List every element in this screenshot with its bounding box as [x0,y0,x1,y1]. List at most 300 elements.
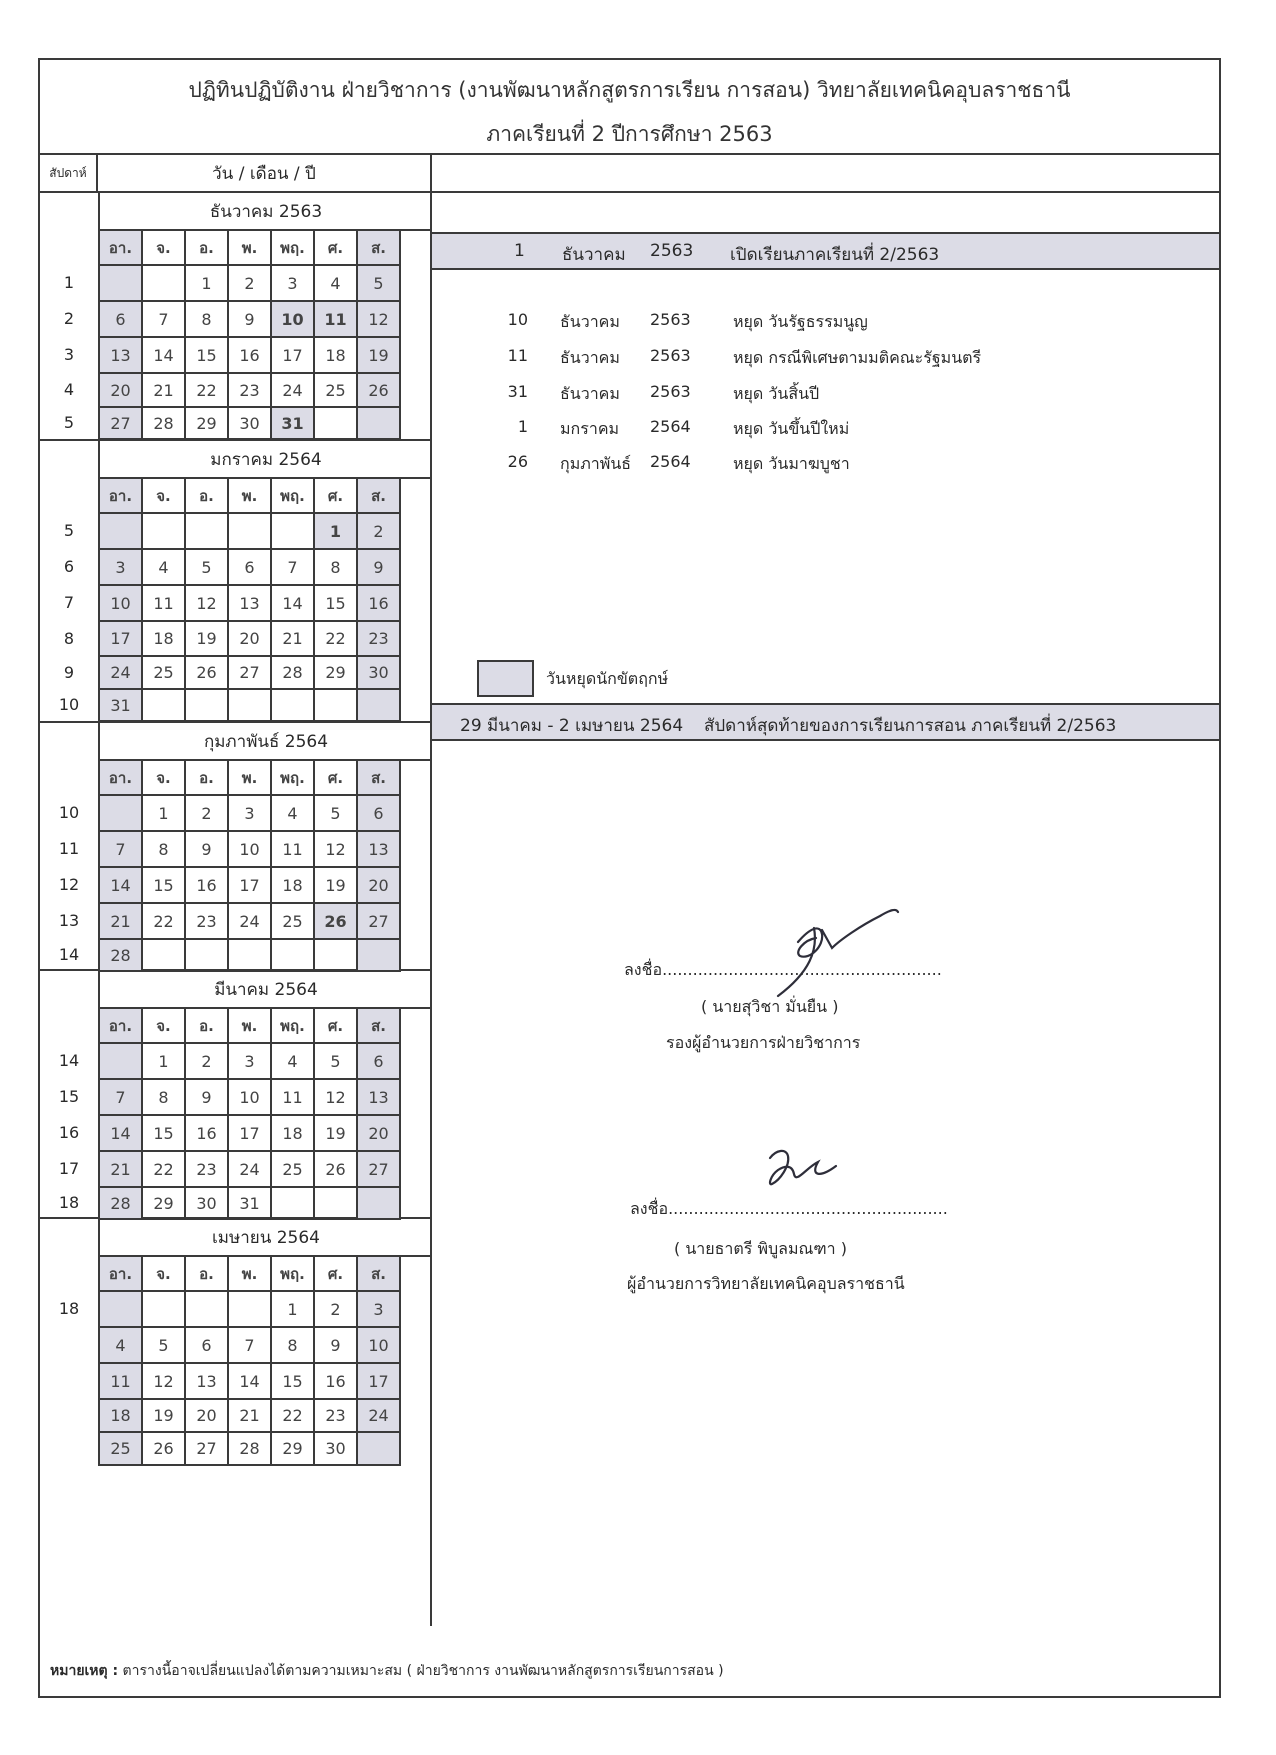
day-cell: 9 [315,1328,358,1364]
event-text: หยุด วันขึ้นปีใหม่ [733,419,850,438]
day-cell: 15 [315,586,358,622]
day-header: พ. [229,479,272,514]
day-header: อ. [186,1009,229,1044]
band-day: 1 [514,241,525,261]
day-cell [100,514,143,550]
day-cell [143,1292,186,1328]
final-week-band [432,703,1219,741]
footer-note-label: หมายเหตุ : [50,1663,119,1679]
day-cell [186,514,229,550]
day-cell: 5 [143,1328,186,1364]
day-cell: 24 [272,374,315,408]
day-cell: 20 [229,622,272,657]
page-title: ปฏิทินปฏิบัติงาน ฝ่ายวิชาการ (งานพัฒนาหลักสูตรการเรียน การสอน) วิทยาลัยเทคนิคอุบลราชธานี [188,78,1071,102]
day-cell: 12 [186,586,229,622]
day-cell: 8 [143,832,186,868]
day-cell: 30 [229,408,272,440]
day-cell [143,266,186,302]
day-cell [272,1188,315,1220]
day-header: จ. [143,1257,186,1292]
day-cell: 24 [229,1152,272,1188]
day-cell: 3 [229,1044,272,1080]
day-cell: 13 [100,338,143,374]
event-day: 31 [507,382,528,401]
day-cell: 15 [186,338,229,374]
day-cell [229,514,272,550]
day-cell: 8 [315,550,358,586]
day-cell: 25 [272,904,315,940]
day-cell: 28 [143,408,186,440]
day-cell: 30 [315,1433,358,1466]
day-cell: 14 [272,586,315,622]
day-cell: 5 [315,1044,358,1080]
event-text: หยุด วันมาฆบูชา [733,454,850,473]
day-cell: 14 [229,1364,272,1400]
day-cell: 5 [315,796,358,832]
day-cell: 6 [229,550,272,586]
day-cell: 17 [272,338,315,374]
day-cell: 2 [186,1044,229,1080]
day-cell: 27 [100,408,143,440]
day-cell: 22 [143,904,186,940]
week-number: 9 [63,663,75,682]
date-column-header: วัน / เดือน / ปี [212,163,316,184]
month-grid [98,231,401,440]
day-cell: 15 [143,868,186,904]
event-day: 11 [507,346,528,365]
day-cell: 16 [315,1364,358,1400]
event-month: ธันวาคม [560,348,620,367]
day-cell: 27 [358,904,401,940]
day-cell: 24 [358,1400,401,1433]
day-cell: 31 [229,1188,272,1220]
day-header: พ. [229,1257,272,1292]
footer-note [50,1660,724,1682]
day-cell: 1 [272,1292,315,1328]
event-day: 10 [507,310,528,329]
day-cell: 1 [315,514,358,550]
day-header: ศ. [315,231,358,266]
band-year: 2563 [650,241,694,261]
day-cell: 26 [358,374,401,408]
day-cell: 3 [272,266,315,302]
day-cell: 10 [229,1080,272,1116]
day-cell [100,1044,143,1080]
day-header: จ. [143,479,186,514]
day-cell: 26 [315,904,358,940]
final-week-text: สัปดาห์สุดท้ายของการเรียนการสอน ภาคเรียนที่ 2/2563 [704,716,1117,736]
week-number: 1 [63,273,75,292]
event-month: ธันวาคม [560,312,620,331]
day-cell: 10 [229,832,272,868]
day-cell: 3 [229,796,272,832]
event-month: ธันวาคม [560,384,620,403]
day-header: พ. [229,231,272,266]
day-cell: 28 [272,657,315,690]
day-cell [100,266,143,302]
week-number: 17 [58,1159,80,1178]
week-number: 12 [58,875,80,894]
signature-1-mark [770,900,940,1000]
day-cell: 7 [100,1080,143,1116]
day-header: ศ. [315,1257,358,1292]
day-cell: 30 [186,1188,229,1220]
day-cell: 29 [143,1188,186,1220]
day-header: ศ. [315,761,358,796]
day-cell [272,514,315,550]
day-cell: 4 [272,1044,315,1080]
day-cell: 6 [358,1044,401,1080]
day-header: พฤ. [272,479,315,514]
day-cell: 17 [100,622,143,657]
day-cell: 28 [229,1433,272,1466]
day-cell: 29 [315,657,358,690]
day-cell: 4 [272,796,315,832]
semester-open-band [432,232,1219,270]
day-header: อ. [186,231,229,266]
day-cell: 16 [186,868,229,904]
day-header: อา. [100,1009,143,1044]
day-header: อ. [186,1257,229,1292]
day-header: อ. [186,761,229,796]
day-cell [229,1292,272,1328]
day-cell: 28 [100,940,143,972]
day-cell: 22 [315,622,358,657]
day-header: ส. [358,479,401,514]
signature-2-name: ( นายธาตรี พิบูลมณฑา ) [674,1239,847,1258]
day-cell: 21 [100,904,143,940]
day-cell: 23 [315,1400,358,1433]
day-header: ส. [358,231,401,266]
week-number: 8 [63,629,75,648]
month-block [40,193,432,441]
day-cell: 10 [358,1328,401,1364]
day-cell: 6 [186,1328,229,1364]
day-cell: 16 [358,586,401,622]
day-cell: 14 [100,868,143,904]
month-grid [98,761,401,972]
week-number: 16 [58,1123,80,1142]
final-week-date: 29 มีนาคม - 2 เมษายน 2564 [460,716,684,736]
day-cell: 22 [272,1400,315,1433]
day-cell: 1 [186,266,229,302]
day-cell: 4 [315,266,358,302]
month-grid [98,1009,401,1220]
day-cell: 20 [358,1116,401,1152]
day-cell [358,1433,401,1466]
day-cell: 1 [143,1044,186,1080]
calendar-document [38,58,1221,1698]
day-cell [315,408,358,440]
day-header: พฤ. [272,1009,315,1044]
week-number: 10 [58,695,80,714]
day-cell: 10 [100,586,143,622]
day-cell: 25 [315,374,358,408]
signature-1-name: ( นายสุวิชา มั่นยืน ) [701,997,839,1016]
day-cell: 11 [272,1080,315,1116]
day-cell: 31 [100,690,143,722]
day-cell: 21 [143,374,186,408]
day-cell: 22 [143,1152,186,1188]
day-cell: 31 [272,408,315,440]
day-cell: 25 [272,1152,315,1188]
event-text: หยุด วันสิ้นปี [733,384,820,403]
signature-2-line: ลงชื่อ....................................................... [630,1199,948,1218]
signature-1-line: ลงชื่อ....................................................... [624,960,942,979]
day-header: จ. [143,1009,186,1044]
week-number: 5 [63,413,75,432]
day-cell: 19 [186,622,229,657]
week-number: 6 [63,557,75,576]
day-cell [186,1292,229,1328]
day-cell: 14 [100,1116,143,1152]
legend-swatch [477,660,534,697]
day-cell: 24 [100,657,143,690]
day-cell: 18 [100,1400,143,1433]
day-cell: 12 [315,1080,358,1116]
footer-note-text: ตารางนี้อาจเปลี่ยนแปลงได้ตามความเหมาะสม ( ฝ่ายวิชาการ งานพัฒนาหลักสูตรการเรียนการสอน ) [118,1663,724,1679]
day-cell: 19 [315,1116,358,1152]
day-cell [358,1188,401,1220]
day-header: อ. [186,479,229,514]
day-cell: 18 [272,868,315,904]
day-cell: 3 [100,550,143,586]
day-cell: 26 [143,1433,186,1466]
day-cell: 16 [186,1116,229,1152]
week-number: 18 [58,1299,80,1318]
week-number: 11 [58,839,80,858]
day-cell: 2 [186,796,229,832]
month-block [40,723,432,971]
day-cell [315,940,358,972]
event-year: 2563 [650,346,691,365]
day-cell: 20 [100,374,143,408]
day-cell [186,690,229,722]
day-cell: 15 [143,1116,186,1152]
day-cell: 25 [143,657,186,690]
day-cell: 19 [315,868,358,904]
day-cell [358,690,401,722]
day-cell: 7 [100,832,143,868]
month-label: ธันวาคม 2563 [98,193,432,231]
day-cell: 6 [358,796,401,832]
page-subtitle: ภาคเรียนที่ 2 ปีการศึกษา 2563 [486,122,773,146]
day-cell: 9 [358,550,401,586]
day-cell: 20 [186,1400,229,1433]
day-cell: 13 [358,1080,401,1116]
day-cell [143,514,186,550]
day-cell: 11 [272,832,315,868]
day-cell: 11 [100,1364,143,1400]
event-text: หยุด กรณีพิเศษตามมติคณะรัฐมนตรี [733,348,982,367]
day-cell: 7 [229,1328,272,1364]
event-year: 2564 [650,452,691,471]
day-cell: 13 [186,1364,229,1400]
band-text: เปิดเรียนภาคเรียนที่ 2/2563 [730,245,940,265]
day-cell: 18 [315,338,358,374]
day-cell: 21 [272,622,315,657]
day-cell: 18 [272,1116,315,1152]
day-cell: 13 [358,832,401,868]
day-cell: 29 [186,408,229,440]
day-cell: 23 [186,1152,229,1188]
event-month: มกราคม [560,419,620,438]
day-header: พ. [229,1009,272,1044]
day-header: พฤ. [272,761,315,796]
event-year: 2563 [650,310,691,329]
day-cell: 1 [143,796,186,832]
event-text: หยุด วันรัฐธรรมนูญ [733,312,868,331]
day-cell: 3 [358,1292,401,1328]
day-cell: 27 [358,1152,401,1188]
day-cell: 16 [229,338,272,374]
day-cell: 26 [315,1152,358,1188]
day-cell: 17 [229,868,272,904]
day-cell: 14 [143,338,186,374]
day-header: อา. [100,231,143,266]
week-number-column [40,193,98,439]
day-cell: 13 [229,586,272,622]
day-cell: 17 [229,1116,272,1152]
day-cell [272,940,315,972]
calendar-column [40,193,432,1626]
week-number: 18 [58,1193,80,1212]
day-cell: 9 [186,1080,229,1116]
day-cell: 15 [272,1364,315,1400]
day-header: ศ. [315,479,358,514]
month-block [40,1219,432,1465]
week-number: 14 [58,945,80,964]
day-cell: 8 [186,302,229,338]
day-cell: 12 [315,832,358,868]
day-cell: 11 [143,586,186,622]
day-cell: 24 [229,904,272,940]
week-number: 13 [58,911,80,930]
day-cell: 8 [272,1328,315,1364]
day-header: พฤ. [272,1257,315,1292]
day-cell [143,690,186,722]
day-cell: 21 [229,1400,272,1433]
day-cell: 27 [186,1433,229,1466]
day-cell: 19 [143,1400,186,1433]
day-cell: 20 [358,868,401,904]
day-header: จ. [143,231,186,266]
day-cell: 23 [186,904,229,940]
month-label: กุมภาพันธ์ 2564 [98,723,432,761]
week-number: 4 [63,380,75,399]
day-cell: 30 [358,657,401,690]
month-grid [98,1257,401,1466]
day-cell: 2 [315,1292,358,1328]
week-number: 7 [63,593,75,612]
month-label: เมษายน 2564 [98,1219,432,1257]
day-cell: 2 [229,266,272,302]
day-cell: 9 [186,832,229,868]
day-cell [315,1188,358,1220]
day-cell: 26 [186,657,229,690]
week-number-column [40,723,98,969]
day-cell: 11 [315,302,358,338]
week-number-column [40,1219,98,1465]
day-cell: 23 [358,622,401,657]
day-cell [315,690,358,722]
day-cell: 25 [100,1433,143,1466]
day-cell: 4 [143,550,186,586]
month-grid [98,479,401,722]
day-cell: 10 [272,302,315,338]
calendar-header-row [40,155,432,193]
day-cell: 4 [100,1328,143,1364]
week-number: 5 [63,521,75,540]
week-number: 3 [63,345,75,364]
day-header: ศ. [315,1009,358,1044]
day-cell: 22 [186,374,229,408]
day-cell: 8 [143,1080,186,1116]
event-month: กุมภาพันธ์ [560,454,632,473]
day-cell: 27 [229,657,272,690]
events-header-row [432,155,1219,193]
band-month: ธันวาคม [562,245,626,265]
day-cell: 28 [100,1188,143,1220]
day-cell: 7 [272,550,315,586]
day-cell: 21 [100,1152,143,1188]
day-cell: 6 [100,302,143,338]
day-header: พฤ. [272,231,315,266]
day-header: จ. [143,761,186,796]
signature-2-position: ผู้อำนวยการวิทยาลัยเทคนิคอุบลราชธานี [627,1274,905,1293]
event-year: 2564 [650,417,691,436]
day-cell: 9 [229,302,272,338]
day-cell: 29 [272,1433,315,1466]
title-area [40,60,1219,155]
day-header: พ. [229,761,272,796]
day-cell [272,690,315,722]
legend-label: วันหยุดนักขัตฤกษ์ [546,669,669,688]
day-header: อา. [100,761,143,796]
day-cell: 23 [229,374,272,408]
day-cell [229,940,272,972]
day-cell: 7 [143,302,186,338]
week-number: 15 [58,1087,80,1106]
day-header: ส. [358,761,401,796]
week-number: 2 [63,309,75,328]
event-day: 1 [517,417,528,436]
event-year: 2563 [650,382,691,401]
week-number-column [40,971,98,1217]
week-number-column [40,441,98,721]
day-header: อา. [100,1257,143,1292]
day-header: อา. [100,479,143,514]
event-day: 26 [507,452,528,471]
week-column-header: สัปดาห์ [40,155,98,191]
day-cell [358,940,401,972]
month-block [40,441,432,723]
day-cell [358,408,401,440]
day-cell: 17 [358,1364,401,1400]
day-cell [143,940,186,972]
day-cell: 18 [143,622,186,657]
day-cell [100,1292,143,1328]
day-cell: 5 [358,266,401,302]
day-cell [100,796,143,832]
day-cell: 2 [358,514,401,550]
month-block [40,971,432,1219]
day-cell: 19 [358,338,401,374]
day-cell [186,940,229,972]
signature-1-position: รองผู้อำนวยการฝ่ายวิชาการ [666,1033,861,1052]
day-cell: 12 [143,1364,186,1400]
month-label: มกราคม 2564 [98,441,432,479]
